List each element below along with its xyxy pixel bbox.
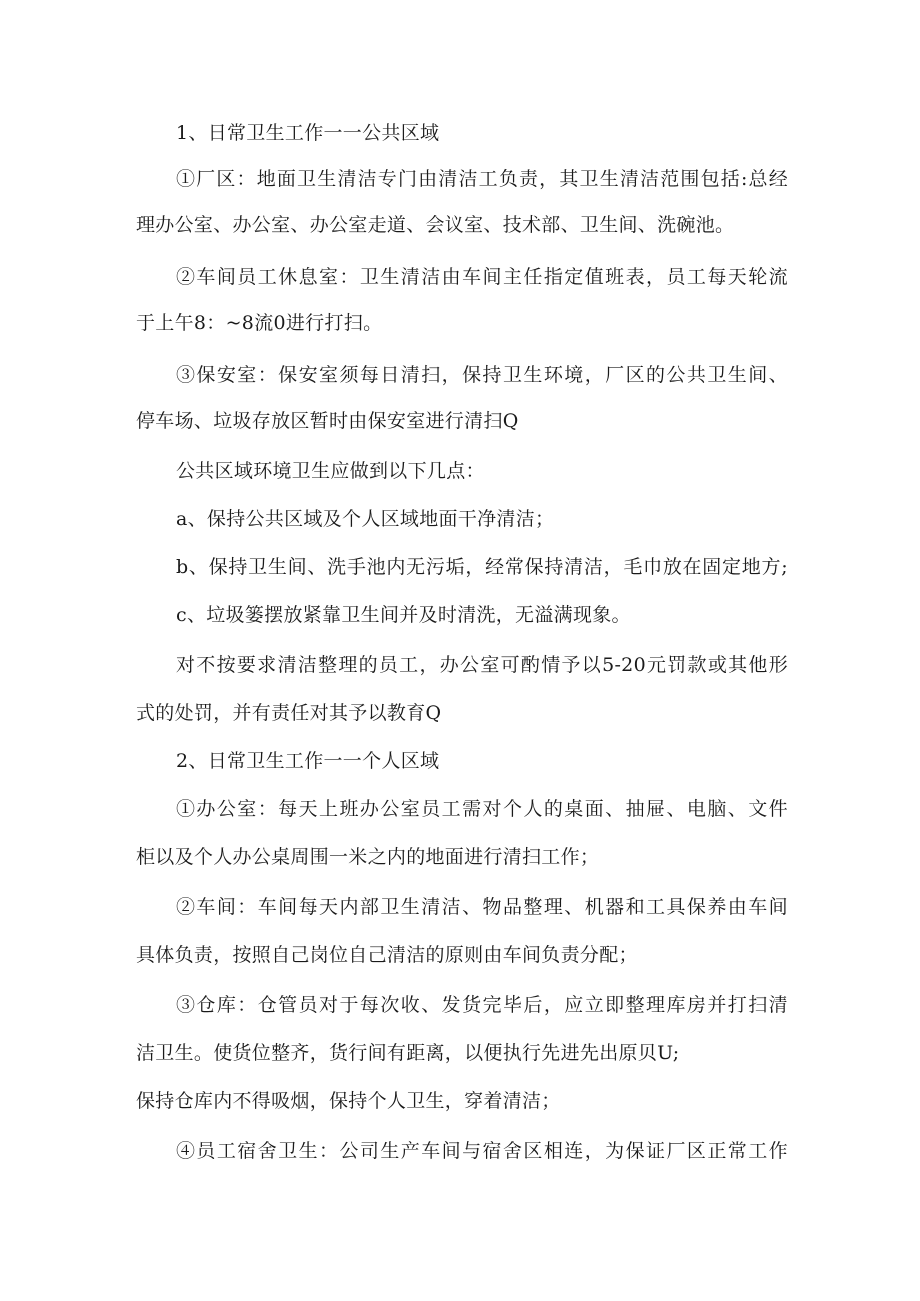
paragraph-line: ②车间员工休息室：卫生清洁由车间主任指定值班表，员工每天轮流	[176, 266, 788, 288]
paragraph-line: ①办公室：每天上班办公室员工需对个人的桌面、抽屉、电脑、文件	[176, 798, 788, 820]
paragraph-line: ②车间：车间每天内部卫生清洁、物品整理、机器和工具保养由车间	[176, 896, 788, 918]
paragraph-line: 停车场、垃圾存放区暂时由保安室进行清扫Q	[136, 410, 519, 432]
section-heading-personal-area: 2、日常卫生工作一一个人区域	[176, 750, 440, 772]
paragraph-line: 式的处罚，并有责任对其予以教育Q	[136, 702, 442, 724]
paragraph-line: ③保安室：保安室须每日清扫，保持卫生环境，厂区的公共卫生间、	[176, 364, 788, 386]
paragraph-line: 柜以及个人办公桌周围一米之内的地面进行清扫工作；	[136, 846, 600, 868]
paragraph-line: ③仓库：仓管员对于每次收、发货完毕后，应立即整理库房并打扫清	[176, 994, 788, 1016]
list-item-b: b、保持卫生间、洗手池内无污垢，经常保持清洁，毛巾放在固定地方;	[176, 556, 788, 578]
paragraph-line: 洁卫生。使货位整齐，货行间有距离，以便执行先进先出原贝U;	[136, 1042, 680, 1064]
paragraph-line: ①厂区：地面卫生清洁专门由清洁工负责，其卫生清洁范围包括:总经	[176, 168, 788, 190]
paragraph-line: 理办公室、办公室、办公室走道、会议室、技术部、卫生间、洗碗池。	[136, 214, 735, 236]
list-item-a: a、保持公共区域及个人区域地面干净清洁；	[176, 508, 555, 530]
paragraph-line: 对不按要求清洁整理的员工，办公室可酌情予以5-20元罚款或其他形	[176, 654, 788, 676]
list-item-c: c、垃圾篓摆放紧靠卫生间并及时清洗，无溢满现象。	[176, 604, 631, 626]
section-heading-public-area: 1、日常卫生工作一一公共区域	[176, 122, 440, 144]
paragraph-line: 于上午8：~8流0进行打扫。	[136, 312, 383, 334]
paragraph-line: 具体负责，按照自己岗位自己清洁的原则由车间负责分配；	[136, 944, 638, 966]
paragraph-line: ④员工宿舍卫生：公司生产车间与宿舍区相连，为保证厂区正常工作	[176, 1140, 788, 1162]
paragraph-line: 保持仓库内不得吸烟，保持个人卫生，穿着清洁；	[136, 1090, 561, 1112]
paragraph-line: 公共区域环境卫生应做到以下几点：	[176, 460, 485, 482]
